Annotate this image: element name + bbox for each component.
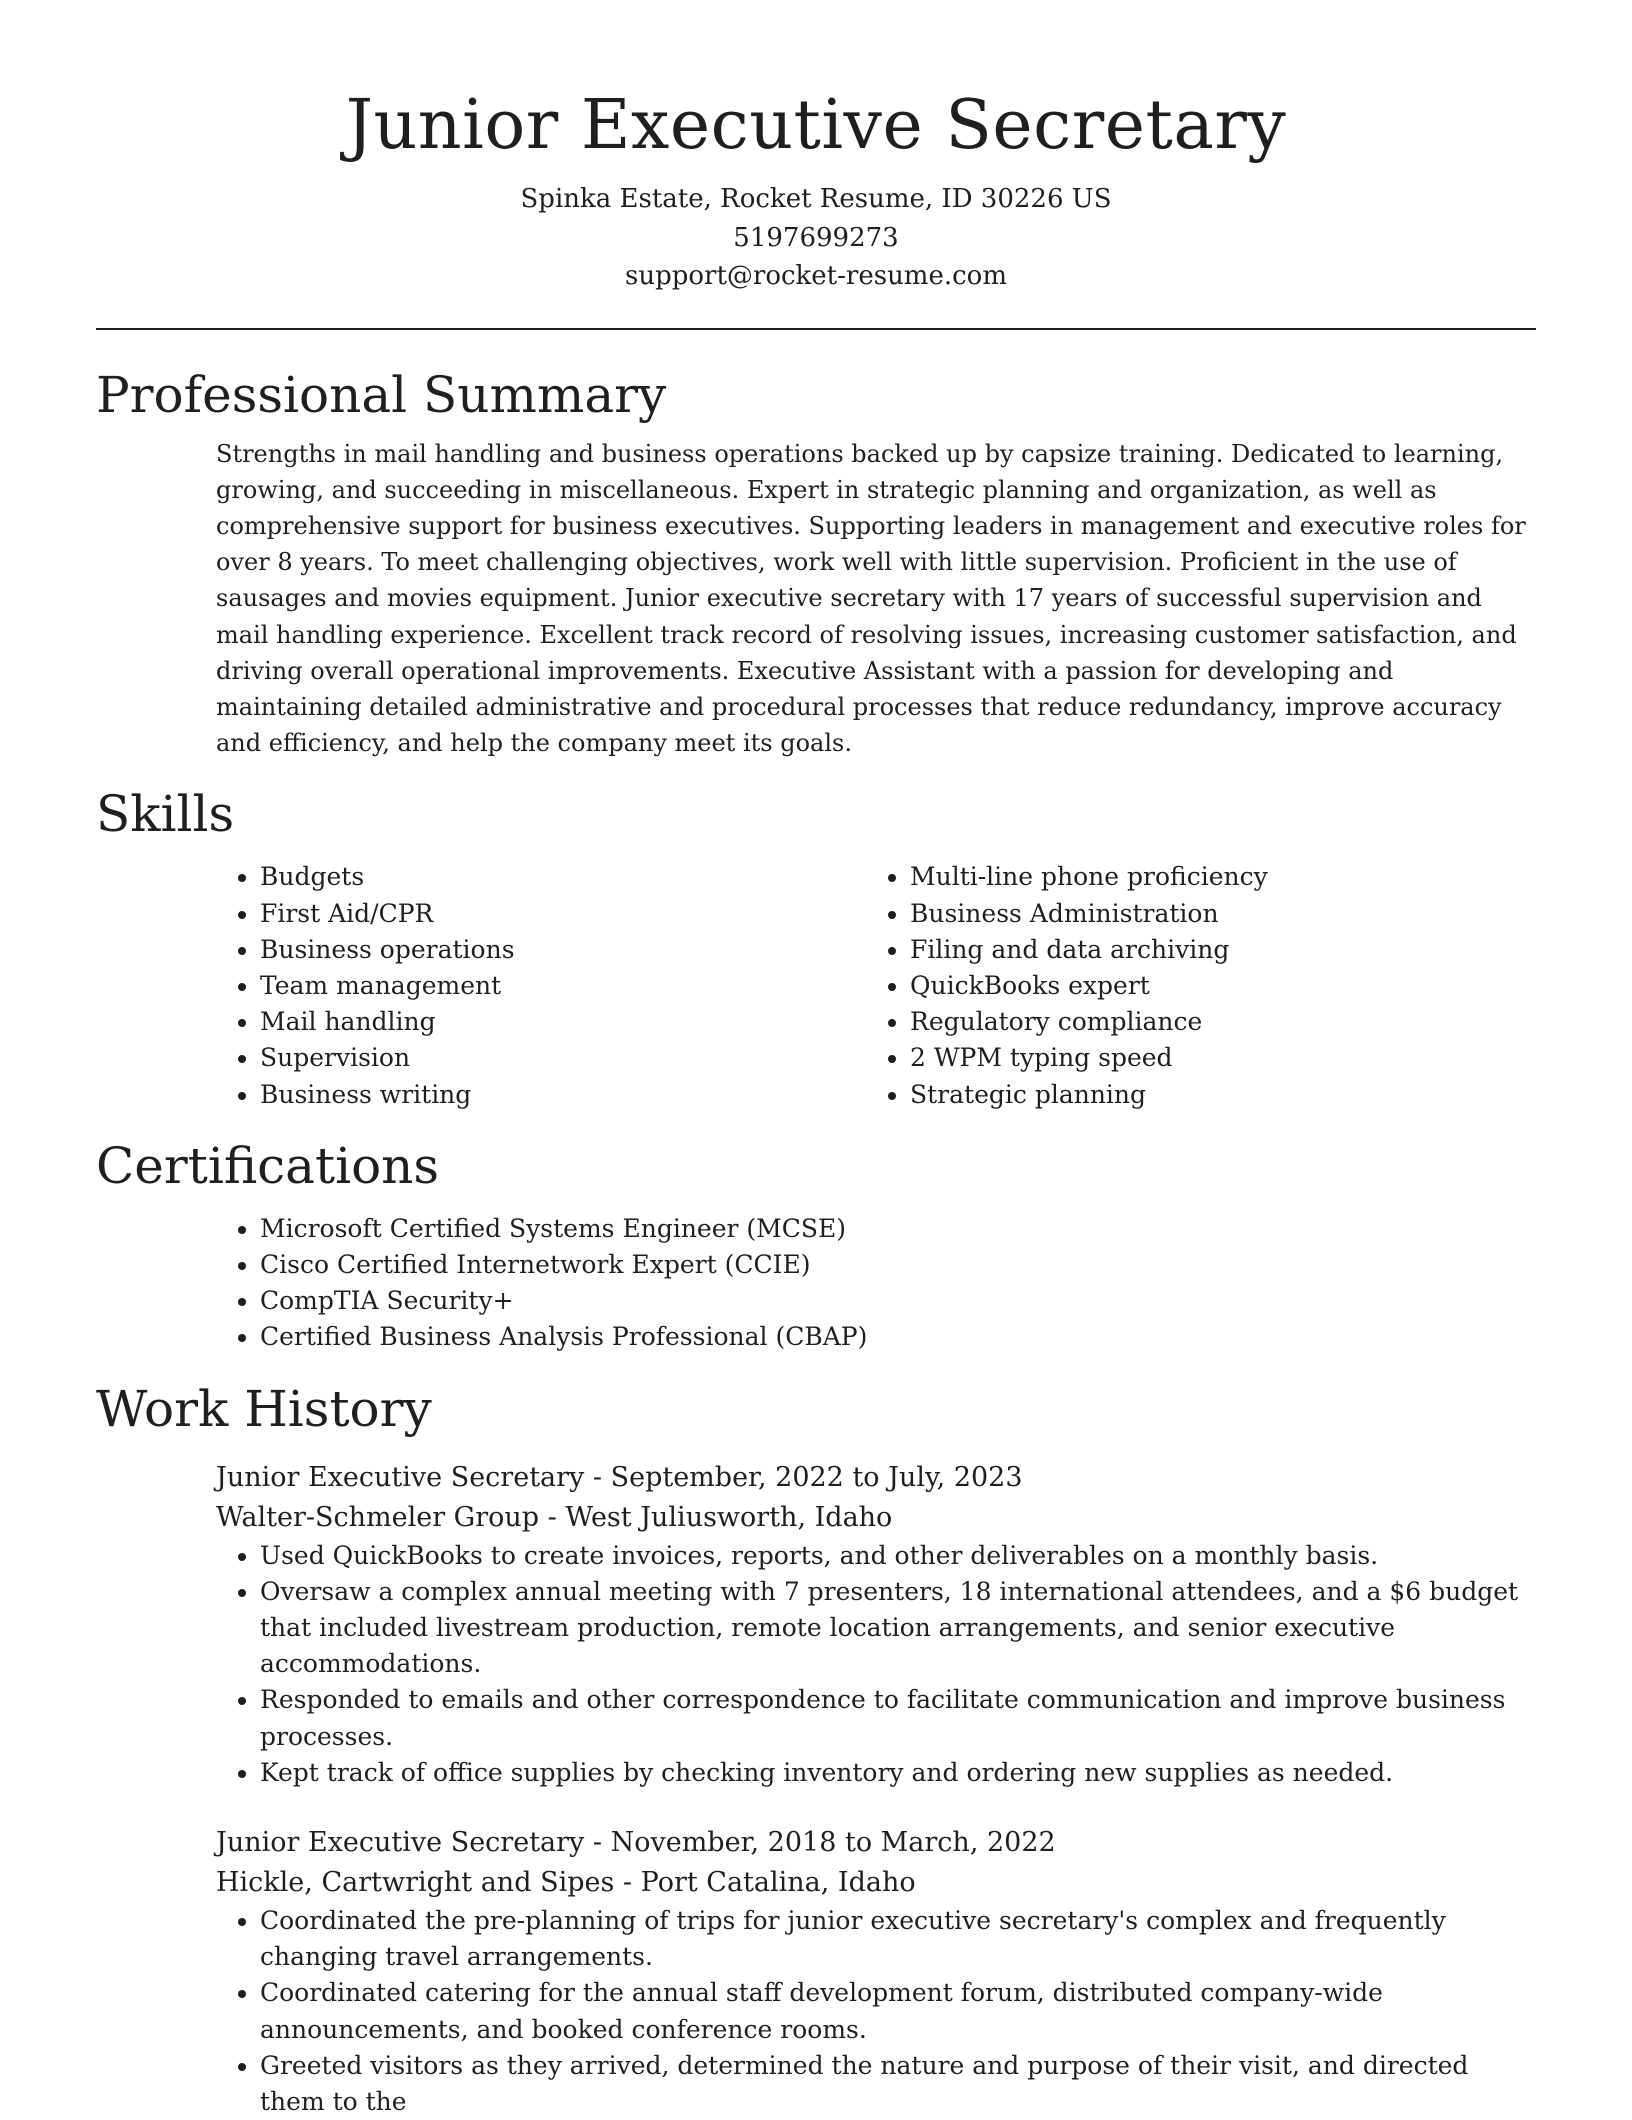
skill-item: • Budgets bbox=[260, 859, 866, 895]
certifications-list bbox=[216, 1211, 1536, 1356]
job-title-line: Junior Executive Secretary - September, 2022 to July, 2023 bbox=[216, 1461, 1023, 1493]
skill-item: • Mail handling bbox=[260, 1004, 866, 1040]
skill-item: • QuickBooks expert bbox=[910, 968, 1516, 1004]
certification-item: • CompTIA Security+ bbox=[260, 1283, 1536, 1319]
skills-column-left bbox=[216, 859, 866, 1112]
certifications-heading: Certifications bbox=[96, 1136, 440, 1195]
skills-heading: Skills bbox=[96, 785, 235, 844]
skills-section bbox=[96, 783, 1536, 1112]
certification-item: • Cisco Certified Internetwork Expert (CCIE) bbox=[260, 1247, 1536, 1283]
job-dates: November, 2018 to March, 2022 bbox=[610, 1826, 1056, 1858]
contact-email: support@rocket-resume.com bbox=[624, 261, 1007, 291]
contact-address: Spinka Estate, Rocket Resume, ID 30226 US bbox=[520, 184, 1112, 214]
skill-item: • First Aid/CPR bbox=[260, 896, 866, 932]
header-divider bbox=[96, 328, 1536, 330]
skill-item: • Supervision bbox=[260, 1040, 866, 1076]
certifications-section bbox=[96, 1135, 1536, 1356]
duty-item: • Greeted visitors as they arrived, determined the nature and purpose of their visit, and directed them to the bbox=[260, 2048, 1536, 2120]
skill-item: • Business writing bbox=[260, 1077, 866, 1113]
job-location: West Juliusworth, Idaho bbox=[565, 1501, 893, 1533]
work-history-heading: Work History bbox=[96, 1379, 432, 1438]
resume-header bbox=[96, 80, 1536, 296]
duty-item: • Kept track of office supplies by checking inventory and ordering new supplies as needed. bbox=[260, 1755, 1536, 1791]
job-role: Junior Executive Secretary bbox=[216, 1826, 585, 1858]
skill-item: • 2 WPM typing speed bbox=[910, 1040, 1516, 1076]
job-company-line: Walter-Schmeler Group - West Juliusworth, Idaho bbox=[216, 1501, 893, 1533]
job-company-line: Hickle, Cartwright and Sipes - Port Catalina, Idaho bbox=[216, 1866, 916, 1898]
skill-item: • Regulatory compliance bbox=[910, 1004, 1516, 1040]
job-role: Junior Executive Secretary bbox=[216, 1461, 585, 1493]
duty-item: • Coordinated catering for the annual staff development forum, distributed company-wide announcements, and booked conference rooms. bbox=[260, 1975, 1536, 2047]
certification-item: • Certified Business Analysis Professional (CBAP) bbox=[260, 1319, 1536, 1355]
skill-item: • Business Administration bbox=[910, 896, 1516, 932]
duty-item: • Responded to emails and other correspondence to facilitate communication and improve business processes. bbox=[260, 1682, 1536, 1754]
certification-item: • Microsoft Certified Systems Engineer (MCSE) bbox=[260, 1211, 1536, 1247]
skill-item: • Filing and data archiving bbox=[910, 932, 1516, 968]
page-title: Junior Executive Secretary bbox=[345, 86, 1287, 165]
summary-text: Strengths in mail handling and business operations backed up by capsize training. Dedicated to learning, growing, and succeeding in miscellaneous. Expert in strategic planning and organization, as well as comprehensive support for business executives. Supporting leaders in management and executive roles for over 8 years. To meet challenging objectives, work well with little supervision. Proficient in the use of sausages and movies equipment. Junior executive secretary with 17 years of successful supervision and mail handling experience. Excellent track record of resolving issues, increasing customer satisfaction, and driving overall operational improvements. Executive Assistant with a passion for developing and maintaining detailed administrative and procedural processes that reduce redundancy, improve accuracy and efficiency, and help the company meet its goals. bbox=[216, 439, 1526, 758]
job-entry bbox=[96, 1823, 1536, 2120]
job-title-line: Junior Executive Secretary - November, 2018 to March, 2022 bbox=[216, 1826, 1056, 1858]
summary-section bbox=[96, 364, 1536, 762]
job-location: Port Catalina, Idaho bbox=[640, 1866, 916, 1898]
skills-grid bbox=[96, 859, 1536, 1112]
job-entry bbox=[96, 1458, 1536, 1791]
duty-item: • Coordinated the pre-planning of trips for junior executive secretary's complex and frequently changing travel arrangements. bbox=[260, 1903, 1536, 1975]
skill-item: • Business operations bbox=[260, 932, 866, 968]
job-duties bbox=[216, 1538, 1536, 1791]
skills-column-right bbox=[866, 859, 1516, 1112]
duty-item: • Used QuickBooks to create invoices, reports, and other deliverables on a monthly basis. bbox=[260, 1538, 1536, 1574]
job-company: Walter-Schmeler Group bbox=[216, 1501, 540, 1533]
skill-item: • Team management bbox=[260, 968, 866, 1004]
work-history-section bbox=[96, 1378, 1536, 2120]
job-duties bbox=[216, 1903, 1536, 2120]
contact-info bbox=[96, 180, 1536, 296]
skill-item: • Multi-line phone proficiency bbox=[910, 859, 1516, 895]
job-company: Hickle, Cartwright and Sipes bbox=[216, 1866, 615, 1898]
summary-heading: Professional Summary bbox=[96, 365, 667, 424]
skill-item: • Strategic planning bbox=[910, 1077, 1516, 1113]
duty-item: • Oversaw a complex annual meeting with 7 presenters, 18 international attendees, and a $6 budget that included livestream production, remote location arrangements, and senior executive accommodations. bbox=[260, 1574, 1536, 1683]
job-dates: September, 2022 to July, 2023 bbox=[610, 1461, 1023, 1493]
contact-phone: 5197699273 bbox=[733, 222, 899, 253]
